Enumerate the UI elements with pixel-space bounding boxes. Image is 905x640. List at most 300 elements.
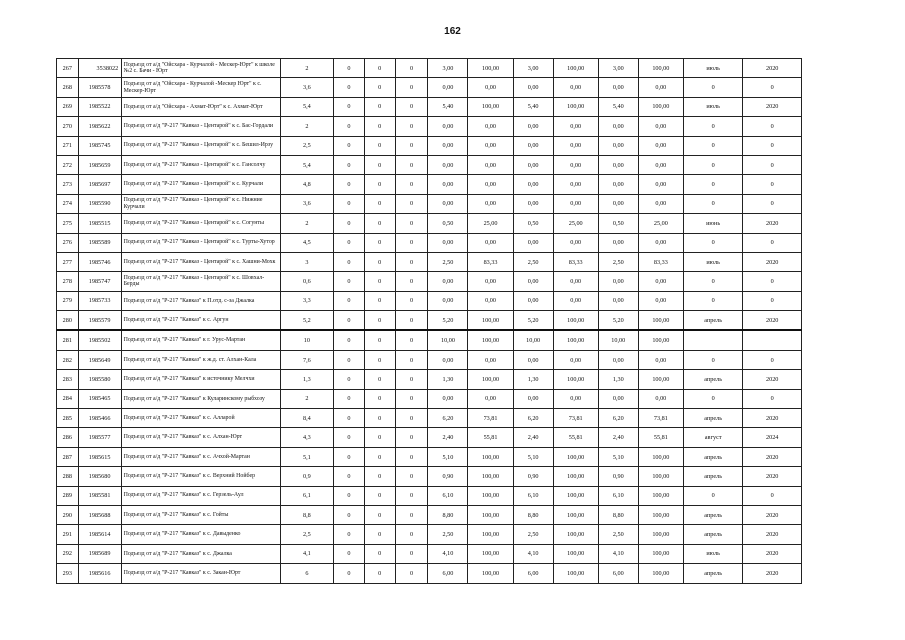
- cell-col-5: 0: [334, 428, 365, 447]
- page-number: 162: [444, 26, 461, 37]
- cell-col-6: 0: [364, 330, 395, 350]
- cell-year: 0: [743, 194, 802, 213]
- cell-value-3: 5,40: [598, 97, 638, 116]
- cell-month: 0: [683, 350, 743, 369]
- cell-value-1: 8,80: [428, 505, 468, 524]
- cell-year: 2020: [743, 370, 802, 389]
- cell-row-number: 285: [57, 409, 79, 428]
- cell-row-number: 270: [57, 117, 79, 136]
- cell-row-number: 286: [57, 428, 79, 447]
- cell-percent-3: 55,81: [638, 428, 683, 447]
- cell-percent-3: 0,00: [638, 194, 683, 213]
- cell-value-2: 6,00: [513, 564, 553, 583]
- cell-length-km: 3: [280, 252, 333, 271]
- cell-col-6: 0: [364, 175, 395, 194]
- table-row: [57, 525, 802, 544]
- cell-value-2: 6,10: [513, 486, 553, 505]
- cell-road-code: 3538022: [78, 59, 121, 78]
- cell-value-3: 3,00: [598, 59, 638, 78]
- table-row: [57, 389, 802, 408]
- table-row: [57, 97, 802, 116]
- cell-percent-2: 0,00: [553, 389, 598, 408]
- cell-percent-2: 100,00: [553, 544, 598, 563]
- cell-row-number: 269: [57, 97, 79, 116]
- cell-percent-2: 100,00: [553, 330, 598, 350]
- cell-month: 0: [683, 78, 743, 97]
- cell-year: 0: [743, 272, 802, 291]
- cell-col-5: 0: [334, 214, 365, 233]
- table-row: [57, 175, 802, 194]
- cell-value-1: 6,20: [428, 409, 468, 428]
- cell-road-name: Подъезд от а/д "Ойсхара - Ахмат-Юрт" к с. Ахмат-Юрт: [121, 97, 280, 116]
- cell-col-7: 0: [395, 78, 428, 97]
- cell-length-km: 4,5: [280, 233, 333, 252]
- cell-col-7: 0: [395, 291, 428, 310]
- cell-value-3: 0,00: [598, 136, 638, 155]
- cell-col-5: 0: [334, 467, 365, 486]
- cell-percent-3: 100,00: [638, 97, 683, 116]
- cell-value-2: 2,50: [513, 252, 553, 271]
- cell-row-number: 280: [57, 311, 79, 331]
- cell-percent-2: 25,00: [553, 214, 598, 233]
- cell-col-7: 0: [395, 370, 428, 389]
- table-row: [57, 194, 802, 213]
- cell-percent-1: 100,00: [468, 564, 513, 583]
- cell-percent-2: 100,00: [553, 467, 598, 486]
- cell-percent-3: 100,00: [638, 564, 683, 583]
- cell-col-7: 0: [395, 214, 428, 233]
- cell-row-number: 281: [57, 330, 79, 350]
- cell-month: апрель: [683, 467, 743, 486]
- cell-row-number: 284: [57, 389, 79, 408]
- cell-col-5: 0: [334, 544, 365, 563]
- cell-value-3: 10,00: [598, 330, 638, 350]
- cell-percent-3: 100,00: [638, 544, 683, 563]
- cell-length-km: 7,6: [280, 350, 333, 369]
- cell-value-2: 0,00: [513, 233, 553, 252]
- cell-percent-3: 100,00: [638, 505, 683, 524]
- cell-value-2: 0,00: [513, 291, 553, 310]
- cell-year: 0: [743, 291, 802, 310]
- cell-col-5: 0: [334, 175, 365, 194]
- cell-percent-2: 0,00: [553, 272, 598, 291]
- cell-length-km: 4,1: [280, 544, 333, 563]
- cell-percent-1: 100,00: [468, 59, 513, 78]
- cell-year: 0: [743, 136, 802, 155]
- cell-length-km: 8,4: [280, 409, 333, 428]
- cell-value-1: 1,30: [428, 370, 468, 389]
- table-row: [57, 428, 802, 447]
- cell-value-3: 2,50: [598, 252, 638, 271]
- cell-percent-1: 0,00: [468, 136, 513, 155]
- cell-col-5: 0: [334, 59, 365, 78]
- cell-value-3: 0,00: [598, 233, 638, 252]
- cell-row-number: 273: [57, 175, 79, 194]
- cell-road-name: Подъезд от а/д "Р-217 "Кавказ" к с. Верхний Нойбер: [121, 467, 280, 486]
- cell-value-1: 2,50: [428, 252, 468, 271]
- cell-value-1: 0,00: [428, 175, 468, 194]
- cell-value-1: 0,00: [428, 78, 468, 97]
- cell-percent-1: 100,00: [468, 544, 513, 563]
- cell-value-1: 5,40: [428, 97, 468, 116]
- cell-col-7: 0: [395, 272, 428, 291]
- cell-value-2: 10,00: [513, 330, 553, 350]
- cell-value-2: 2,50: [513, 525, 553, 544]
- cell-percent-1: 0,00: [468, 194, 513, 213]
- cell-year: 2020: [743, 59, 802, 78]
- table-row: [57, 252, 802, 271]
- table-row: [57, 291, 802, 310]
- cell-value-3: 0,00: [598, 389, 638, 408]
- cell-percent-2: 100,00: [553, 97, 598, 116]
- cell-col-7: 0: [395, 467, 428, 486]
- cell-col-6: 0: [364, 564, 395, 583]
- cell-value-3: 6,10: [598, 486, 638, 505]
- cell-month: июль: [683, 544, 743, 563]
- cell-percent-1: 100,00: [468, 97, 513, 116]
- cell-value-1: 5,20: [428, 311, 468, 331]
- cell-road-name: Подъезд от а/д "Р-217 "Кавказ" к с. Герзель-Аул: [121, 486, 280, 505]
- cell-percent-3: 0,00: [638, 78, 683, 97]
- cell-road-code: 1985614: [78, 525, 121, 544]
- cell-value-2: 1,30: [513, 370, 553, 389]
- cell-value-1: 2,40: [428, 428, 468, 447]
- cell-col-5: 0: [334, 370, 365, 389]
- cell-road-code: 1985622: [78, 117, 121, 136]
- cell-percent-3: 0,00: [638, 117, 683, 136]
- cell-col-6: 0: [364, 272, 395, 291]
- cell-value-2: 0,00: [513, 389, 553, 408]
- cell-month: апрель: [683, 447, 743, 466]
- cell-road-code: 1985649: [78, 350, 121, 369]
- cell-percent-1: 100,00: [468, 447, 513, 466]
- cell-col-6: 0: [364, 97, 395, 116]
- cell-percent-2: 100,00: [553, 525, 598, 544]
- cell-road-name: Подъезд от а/д "Ойсхара - Курчалой -Мескер Юрт" к с. Мескер-Юрт: [121, 78, 280, 97]
- cell-road-code: 1985680: [78, 467, 121, 486]
- cell-col-5: 0: [334, 194, 365, 213]
- cell-col-6: 0: [364, 214, 395, 233]
- cell-value-2: 2,40: [513, 428, 553, 447]
- cell-col-7: 0: [395, 409, 428, 428]
- cell-road-code: 1985659: [78, 155, 121, 174]
- cell-col-5: 0: [334, 311, 365, 331]
- cell-road-name: Подъезд от а/д "Р-217 "Кавказ - Центарой" к с. Гансолчу: [121, 155, 280, 174]
- cell-length-km: 4,8: [280, 175, 333, 194]
- cell-col-6: 0: [364, 525, 395, 544]
- cell-length-km: 2: [280, 59, 333, 78]
- cell-value-1: 0,50: [428, 214, 468, 233]
- cell-value-1: 0,00: [428, 155, 468, 174]
- table-row: [57, 447, 802, 466]
- cell-road-name: Подъезд от а/д "Р-217 "Кавказ - Центарой" к с. Бешил-Ирзу: [121, 136, 280, 155]
- cell-road-code: 1985589: [78, 233, 121, 252]
- cell-value-2: 0,00: [513, 78, 553, 97]
- cell-year: 2020: [743, 505, 802, 524]
- cell-year: 2020: [743, 544, 802, 563]
- cell-col-6: 0: [364, 447, 395, 466]
- cell-col-6: 0: [364, 117, 395, 136]
- cell-row-number: 283: [57, 370, 79, 389]
- cell-col-7: 0: [395, 350, 428, 369]
- cell-percent-2: 100,00: [553, 311, 598, 331]
- cell-col-7: 0: [395, 175, 428, 194]
- cell-value-3: 0,00: [598, 350, 638, 369]
- cell-road-code: 1985522: [78, 97, 121, 116]
- cell-length-km: 2: [280, 389, 333, 408]
- cell-length-km: 1,3: [280, 370, 333, 389]
- cell-col-7: 0: [395, 194, 428, 213]
- cell-percent-1: 100,00: [468, 467, 513, 486]
- cell-month: [683, 330, 743, 350]
- cell-col-7: 0: [395, 117, 428, 136]
- cell-col-5: 0: [334, 525, 365, 544]
- cell-col-5: 0: [334, 389, 365, 408]
- cell-percent-1: 0,00: [468, 175, 513, 194]
- cell-percent-1: 100,00: [468, 525, 513, 544]
- cell-percent-2: 100,00: [553, 59, 598, 78]
- cell-road-code: 1985580: [78, 370, 121, 389]
- cell-value-2: 8,80: [513, 505, 553, 524]
- cell-road-name: Подъезд от а/д "Р-217 "Кавказ" к с. Ачхой-Мартан: [121, 447, 280, 466]
- table-row: [57, 155, 802, 174]
- cell-road-name: Подъезд от а/д "Р-217 "Кавказ - Центарой" к с. Бас-Гордали: [121, 117, 280, 136]
- cell-year: 0: [743, 389, 802, 408]
- cell-col-7: 0: [395, 136, 428, 155]
- cell-road-code: 1985466: [78, 409, 121, 428]
- cell-value-3: 2,40: [598, 428, 638, 447]
- cell-col-7: 0: [395, 447, 428, 466]
- cell-col-7: 0: [395, 505, 428, 524]
- cell-percent-2: 100,00: [553, 505, 598, 524]
- cell-col-5: 0: [334, 350, 365, 369]
- cell-road-name: Подъезд от а/д "Р-217 "Кавказ" к Куларинскому рыбхозу: [121, 389, 280, 408]
- cell-year: 2020: [743, 467, 802, 486]
- cell-road-code: 1985590: [78, 194, 121, 213]
- cell-value-3: 2,50: [598, 525, 638, 544]
- cell-row-number: 276: [57, 233, 79, 252]
- cell-road-code: 1985577: [78, 428, 121, 447]
- cell-length-km: 4,3: [280, 428, 333, 447]
- cell-row-number: 293: [57, 564, 79, 583]
- cell-percent-2: 55,81: [553, 428, 598, 447]
- table-row: [57, 505, 802, 524]
- cell-col-7: 0: [395, 525, 428, 544]
- cell-col-5: 0: [334, 564, 365, 583]
- cell-row-number: 271: [57, 136, 79, 155]
- cell-percent-3: 100,00: [638, 525, 683, 544]
- cell-value-3: 1,30: [598, 370, 638, 389]
- cell-percent-3: 0,00: [638, 155, 683, 174]
- cell-percent-1: 100,00: [468, 370, 513, 389]
- cell-year: 2020: [743, 252, 802, 271]
- cell-length-km: 10: [280, 330, 333, 350]
- cell-col-7: 0: [395, 233, 428, 252]
- cell-col-6: 0: [364, 233, 395, 252]
- cell-month: 0: [683, 272, 743, 291]
- cell-length-km: 6,1: [280, 486, 333, 505]
- cell-road-name: Подъезд от а/д "Р-217 "Кавказ" к с. Джалка: [121, 544, 280, 563]
- cell-road-code: 1985502: [78, 330, 121, 350]
- cell-value-2: 0,00: [513, 272, 553, 291]
- cell-col-7: 0: [395, 155, 428, 174]
- cell-value-2: 6,20: [513, 409, 553, 428]
- cell-road-code: 1985515: [78, 214, 121, 233]
- cell-month: апрель: [683, 370, 743, 389]
- cell-percent-2: 0,00: [553, 117, 598, 136]
- cell-value-1: 0,00: [428, 389, 468, 408]
- cell-col-5: 0: [334, 78, 365, 97]
- cell-year: 2020: [743, 409, 802, 428]
- table-body: [57, 59, 802, 584]
- cell-percent-3: 83,33: [638, 252, 683, 271]
- cell-percent-1: 100,00: [468, 330, 513, 350]
- cell-road-code: 1985616: [78, 564, 121, 583]
- cell-col-6: 0: [364, 467, 395, 486]
- cell-road-code: 1985465: [78, 389, 121, 408]
- cell-row-number: 282: [57, 350, 79, 369]
- cell-row-number: 278: [57, 272, 79, 291]
- cell-year: 2020: [743, 214, 802, 233]
- cell-length-km: 6: [280, 564, 333, 583]
- cell-value-3: 8,80: [598, 505, 638, 524]
- cell-month: апрель: [683, 564, 743, 583]
- cell-percent-1: 0,00: [468, 350, 513, 369]
- cell-col-6: 0: [364, 59, 395, 78]
- table-row: [57, 214, 802, 233]
- cell-col-7: 0: [395, 330, 428, 350]
- cell-percent-1: 0,00: [468, 78, 513, 97]
- cell-road-code: 1985746: [78, 252, 121, 271]
- cell-percent-3: 100,00: [638, 370, 683, 389]
- cell-value-1: 0,00: [428, 233, 468, 252]
- cell-col-6: 0: [364, 194, 395, 213]
- cell-col-7: 0: [395, 389, 428, 408]
- table-row: [57, 544, 802, 563]
- cell-month: июль: [683, 252, 743, 271]
- cell-value-3: 4,10: [598, 544, 638, 563]
- cell-value-1: 0,00: [428, 194, 468, 213]
- cell-road-name: Подъезд от а/д "Р-217 "Кавказ - Центарой" к с. Турты-Хутор: [121, 233, 280, 252]
- cell-row-number: 268: [57, 78, 79, 97]
- cell-percent-1: 73,81: [468, 409, 513, 428]
- cell-percent-2: 100,00: [553, 564, 598, 583]
- cell-percent-3: 0,00: [638, 389, 683, 408]
- cell-year: 2020: [743, 311, 802, 331]
- cell-col-6: 0: [364, 544, 395, 563]
- cell-col-6: 0: [364, 505, 395, 524]
- cell-road-name: Подъезд от а/д "Р-217 "Кавказ - Центарой" к с. Шовхал-Берды: [121, 272, 280, 291]
- cell-percent-2: 0,00: [553, 136, 598, 155]
- cell-year: 0: [743, 155, 802, 174]
- cell-road-code: 1985689: [78, 544, 121, 563]
- cell-road-name: Подъезд от а/д "Р-217 "Кавказ" к с. Алхан-Юрт: [121, 428, 280, 447]
- cell-col-6: 0: [364, 78, 395, 97]
- cell-value-1: 0,00: [428, 136, 468, 155]
- cell-value-2: 0,00: [513, 117, 553, 136]
- table-row: [57, 136, 802, 155]
- cell-value-1: 0,00: [428, 272, 468, 291]
- cell-road-code: 1985581: [78, 486, 121, 505]
- cell-col-5: 0: [334, 505, 365, 524]
- table-row: [57, 233, 802, 252]
- cell-length-km: 2,5: [280, 136, 333, 155]
- cell-percent-2: 0,00: [553, 233, 598, 252]
- table-row: [57, 564, 802, 583]
- table-row: [57, 330, 802, 350]
- cell-road-name: Подъезд от а/д "Р-217 "Кавказ" к ж.д. ст. Алхан-Кала: [121, 350, 280, 369]
- cell-col-6: 0: [364, 291, 395, 310]
- cell-value-1: 6,00: [428, 564, 468, 583]
- cell-value-1: 6,10: [428, 486, 468, 505]
- cell-col-5: 0: [334, 486, 365, 505]
- cell-percent-2: 0,00: [553, 155, 598, 174]
- cell-year: 2020: [743, 525, 802, 544]
- cell-year: 2024: [743, 428, 802, 447]
- cell-col-7: 0: [395, 97, 428, 116]
- cell-month: август: [683, 428, 743, 447]
- cell-value-2: 0,00: [513, 136, 553, 155]
- cell-col-6: 0: [364, 486, 395, 505]
- cell-row-number: 290: [57, 505, 79, 524]
- cell-road-name: Подъезд от а/д "Р-217 "Кавказ" к с. Алларой: [121, 409, 280, 428]
- cell-value-2: 0,00: [513, 194, 553, 213]
- cell-percent-1: 0,00: [468, 155, 513, 174]
- cell-row-number: 288: [57, 467, 79, 486]
- cell-length-km: 2,5: [280, 525, 333, 544]
- cell-percent-3: 0,00: [638, 175, 683, 194]
- cell-col-5: 0: [334, 409, 365, 428]
- cell-percent-2: 0,00: [553, 194, 598, 213]
- cell-col-5: 0: [334, 233, 365, 252]
- cell-percent-1: 100,00: [468, 505, 513, 524]
- cell-col-5: 0: [334, 97, 365, 116]
- cell-col-6: 0: [364, 311, 395, 331]
- cell-length-km: 0,6: [280, 272, 333, 291]
- cell-year: 2020: [743, 97, 802, 116]
- cell-value-3: 5,10: [598, 447, 638, 466]
- cell-percent-3: 0,00: [638, 291, 683, 310]
- cell-value-1: 0,00: [428, 117, 468, 136]
- cell-col-6: 0: [364, 252, 395, 271]
- cell-percent-2: 100,00: [553, 447, 598, 466]
- cell-col-6: 0: [364, 409, 395, 428]
- cell-value-1: 0,90: [428, 467, 468, 486]
- cell-road-name: Подъезд от а/д "Р-217 "Кавказ - Центарой" к с. Согунты: [121, 214, 280, 233]
- cell-year: 0: [743, 350, 802, 369]
- cell-percent-1: 100,00: [468, 486, 513, 505]
- cell-value-3: 0,00: [598, 291, 638, 310]
- cell-percent-3: 100,00: [638, 486, 683, 505]
- table-row: [57, 311, 802, 331]
- cell-value-3: 6,00: [598, 564, 638, 583]
- cell-row-number: 267: [57, 59, 79, 78]
- cell-length-km: 5,1: [280, 447, 333, 466]
- cell-value-1: 5,10: [428, 447, 468, 466]
- cell-percent-3: 0,00: [638, 350, 683, 369]
- cell-col-7: 0: [395, 544, 428, 563]
- cell-percent-1: 55,81: [468, 428, 513, 447]
- cell-value-3: 6,20: [598, 409, 638, 428]
- cell-col-7: 0: [395, 564, 428, 583]
- cell-length-km: 3,3: [280, 291, 333, 310]
- cell-month: 0: [683, 486, 743, 505]
- cell-percent-1: 25,00: [468, 214, 513, 233]
- cell-col-5: 0: [334, 136, 365, 155]
- cell-percent-3: 100,00: [638, 447, 683, 466]
- cell-col-7: 0: [395, 428, 428, 447]
- cell-value-3: 0,00: [598, 194, 638, 213]
